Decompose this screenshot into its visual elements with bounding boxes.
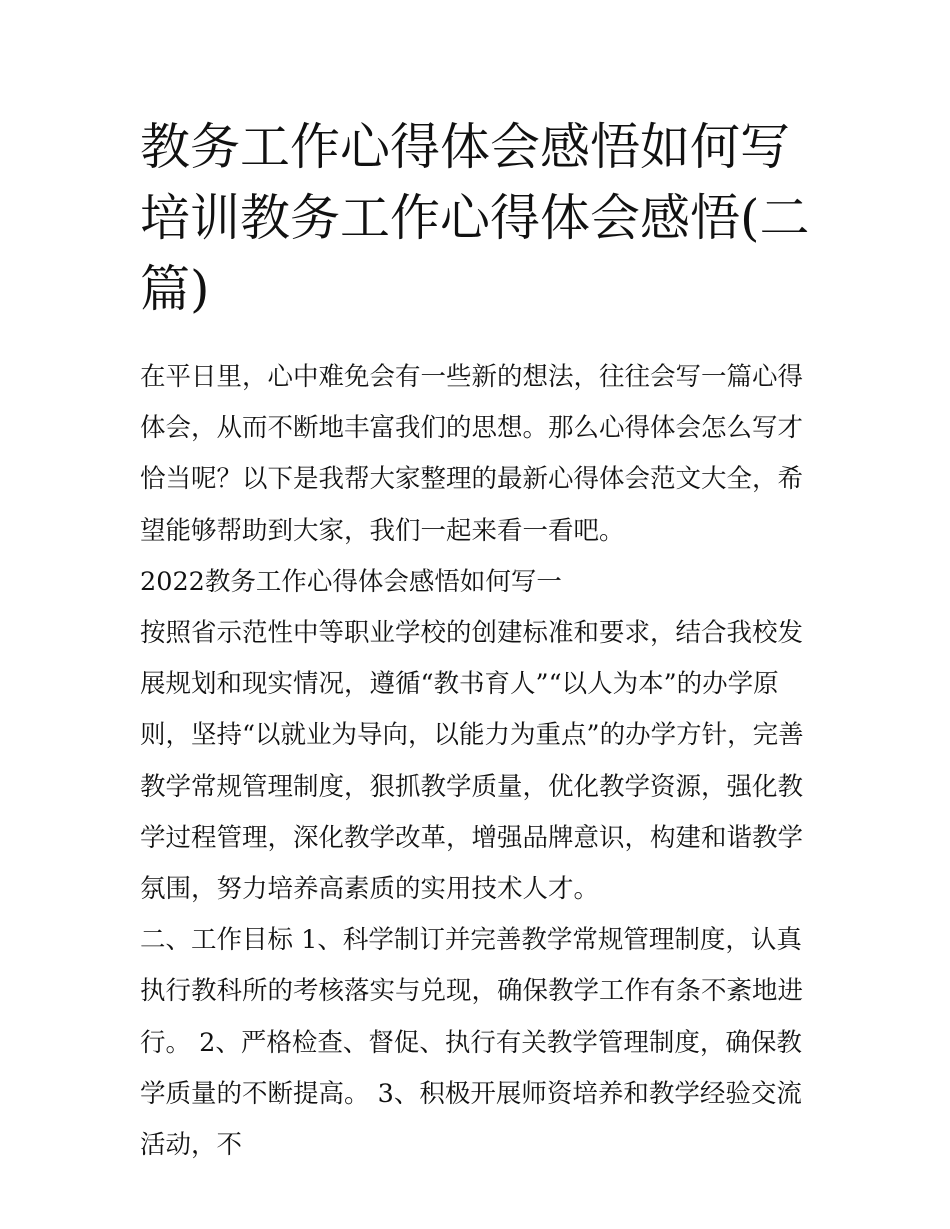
intro-paragraph: 在平日里，心中难免会有一些新的想法，往往会写一篇心得体会，从而不断地丰富我们的思想。那么心得体会怎么写才恰当呢？以下是我帮大家整理的最新心得体会范文大全，希望能够帮助到大家，我们一起来看一看吧。 [140,362,804,546]
goals-paragraph: 二、工作目标 1、科学制订并完善教学常规管理制度，认真执行教科所的考核落实与兑现，确保教学工作有条不紊地进行。 2、严格检查、督促、执行有关教学管理制度，确保教学质量的不断提高。 3、积极开展师资培养和教学经验交流活动，不 [140,925,804,1161]
body-paragraph: 按照省示范性中等职业学校的创建标准和要求，结合我校发展规划和现实情况，遵循“教书育人”“以人为本”的办学原则，坚持“以就业为导向，以能力为重点”的办学方针，完善教学常规管理制度，狠抓教学质量，优化教学资源，强化教学过程管理，深化教学改革，增强品牌意识，构建和谐教学氛围，努力培养高素质的实用技术人才。 [140,618,804,905]
document-body [140,352,816,1171]
document-title: 教务工作心得体会感悟如何写培训教务工作心得体会感悟(二篇) [140,118,810,318]
section-heading: 2022教务工作心得体会感悟如何写一 [140,566,562,597]
